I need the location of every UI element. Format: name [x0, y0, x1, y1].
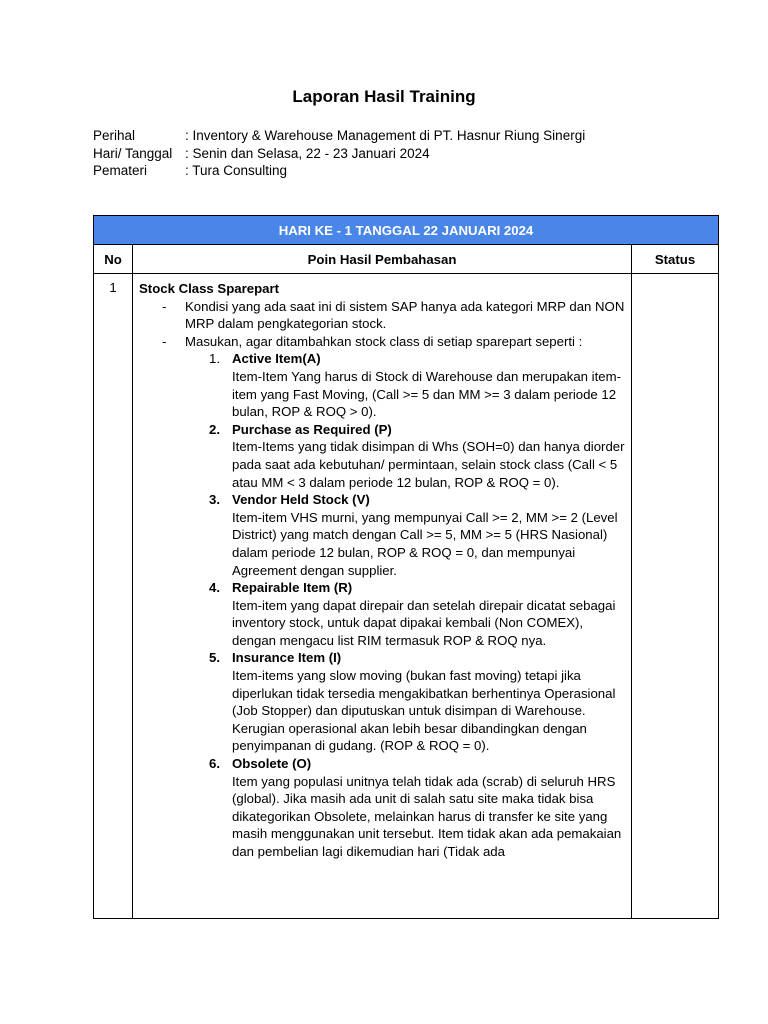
list-item [139, 333, 625, 351]
item-description: Item-Items yang tidak disimpan di Whs (SOH=0) dan hanya diorder pada saat ada kebutuhan/ permintaan, selain stock class (Call < 5 atau MM < 3 dalam periode 12 bulan, ROP & ROQ = 0). [232, 439, 625, 490]
item-number: 6. [209, 756, 220, 772]
bullet-text: Kondisi yang ada saat ini di sistem SAP hanya ada kategori MRP dan NON MRP dalam pengkategorian stock. [185, 298, 625, 332]
meta-row-perihal [93, 127, 585, 145]
row-number: 1 [94, 274, 133, 919]
item-title: Vendor Held Stock (V) [232, 492, 370, 508]
section-title: Stock Class Sparepart [139, 281, 279, 296]
meta-row-tanggal [93, 145, 585, 163]
meta-value: : Senin dan Selasa, 22 - 23 Januari 2024 [185, 145, 430, 161]
dash-bullet: - [162, 333, 167, 349]
item-description: Item-Item Yang harus di Stock di Warehouse dan merupakan item-item yang Fast Moving, (Call >= 5 dan MM >= 3 dalam periode 12 bulan, ROP & ROQ > 0). [232, 368, 621, 420]
item-title: Purchase as Required (P) [232, 421, 392, 437]
item-description: Item-items yang slow moving (bukan fast moving) tetapi jika diperlukan tidak tersedia mengakibatkan berhentinya Operasional (Job Stopper) dan diputuskan untuk disimpan di Warehouse. Kerugian operasional akan lebih besar dibandingkan dengan penyimpanan di gudang. (ROP & ROQ = 0). [232, 668, 616, 754]
report-meta [93, 127, 585, 180]
item-title: Repairable Item (R) [232, 580, 353, 596]
table-row [94, 274, 719, 919]
meta-value: : Tura Consulting [185, 163, 288, 178]
row-status [632, 274, 719, 919]
list-item [209, 350, 625, 420]
item-number: 5. [209, 650, 220, 666]
list-item [209, 649, 625, 755]
item-title: Active Item(A) [232, 351, 321, 367]
report-title: Laporan Hasil Training [292, 87, 476, 106]
meta-row-pemateri [93, 162, 585, 180]
meta-value: : Inventory & Warehouse Management di PT. Hasnur Riung Sinergi [185, 128, 586, 143]
item-description: Item yang populasi unitnya telah tidak ada (scrab) di seluruh HRS (global). Jika masih ada unit di salah satu site maka tidak bisa dikategorikan Obsolete, melainkan harus di transfer ke site yang masih menggunakan unit tersebut. Item tidak akan ada pemakaian dan pembelian lagi dikemudian hari (Tidak ada [232, 773, 622, 859]
list-item [139, 298, 625, 333]
item-description: Item-item VHS murni, yang mempunyai Call >= 2, MM >= 2 (Level District) yang match dengan Call >= 5, MM >= 5 (HRS Nasional) dalam periode 12 bulan, ROP & ROQ = 0, dan mempunyai Agreement dengan supplier. [232, 509, 618, 578]
meta-label: Perihal [93, 128, 136, 143]
item-description: Item-item yang dapat direpair dan setelah direpair dicatat sebagai inventory stock, untuk dapat dipakai kembali (Non COMEX), dengan mengacu list RIM termasuk ROP & ROQ nya. [232, 597, 616, 648]
item-number: 4. [209, 580, 220, 596]
item-number: 2. [209, 421, 220, 437]
item-title: Insurance Item (I) [232, 650, 342, 666]
list-item [209, 755, 625, 861]
column-header-poin: Poin Hasil Pembahasan [133, 245, 632, 274]
report-table [93, 215, 719, 919]
column-header-status: Status [632, 245, 719, 274]
list-item [209, 579, 625, 649]
item-number: 3. [209, 492, 220, 508]
item-number: 1. [209, 351, 220, 367]
row-content [133, 274, 632, 919]
item-title: Obsolete (O) [232, 756, 312, 772]
meta-label: Hari/ Tanggal [93, 145, 173, 161]
column-header-no: No [94, 245, 133, 274]
list-item [209, 421, 625, 491]
day-header: HARI KE - 1 TANGGAL 22 JANUARI 2024 [94, 216, 719, 245]
bullet-text: Masukan, agar ditambahkan stock class di setiap sparepart seperti : [185, 333, 583, 349]
meta-label: Pemateri [93, 163, 148, 178]
dash-bullet: - [162, 298, 167, 314]
stock-class-list [209, 350, 625, 860]
list-item [209, 491, 625, 579]
